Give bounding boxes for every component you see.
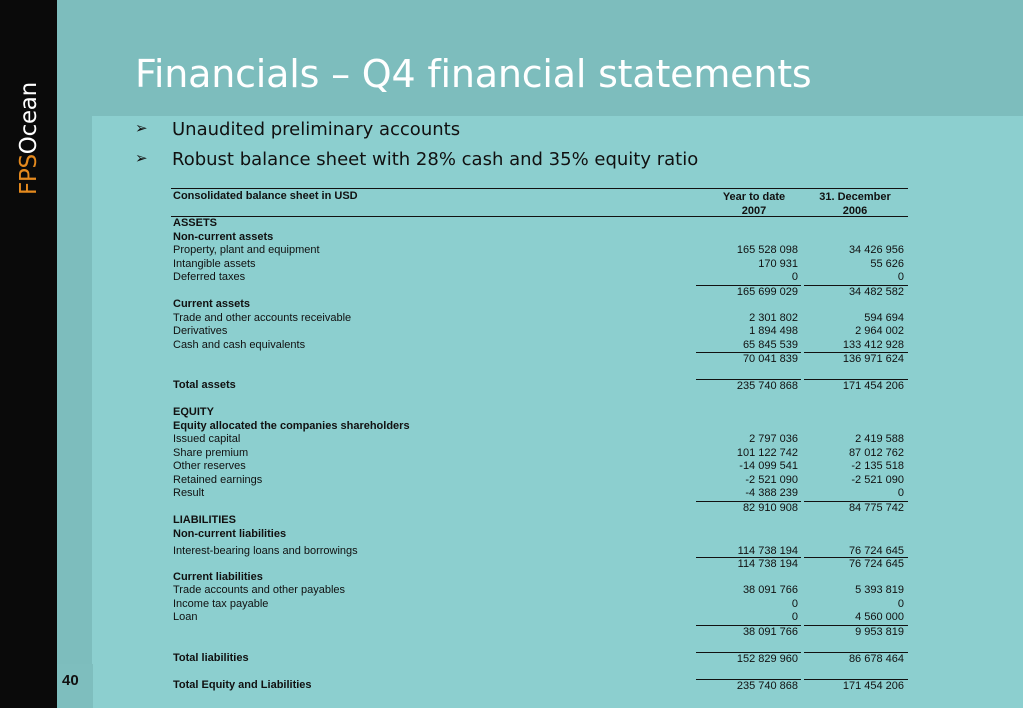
value-2006: 86 678 464 xyxy=(804,652,908,667)
table-row xyxy=(171,217,908,231)
value-2007: 152 829 960 xyxy=(696,652,801,667)
value-2007: 114 738 194 xyxy=(696,557,801,572)
value-2006: 0 xyxy=(897,487,904,499)
bullet-text: Robust balance sheet with 28% cash and 35% equity ratio xyxy=(172,149,699,170)
value-2007: 82 910 908 xyxy=(696,501,801,516)
row-label: Share premium xyxy=(173,446,249,459)
table-row xyxy=(171,325,908,339)
left-band xyxy=(57,0,92,664)
value-2007: 0 xyxy=(791,271,798,283)
row-label: EQUITY xyxy=(173,406,214,418)
table-row xyxy=(171,271,908,285)
value-2006: 4 560 000 xyxy=(855,611,904,623)
page-number: 40 xyxy=(62,672,79,689)
value-2007: 165 528 098 xyxy=(736,244,798,256)
table-header-label: Consolidated balance sheet in USD xyxy=(173,190,358,202)
value-2006: -2 521 090 xyxy=(851,473,904,486)
value-2007: 165 699 029 xyxy=(696,285,801,300)
value-2006: 9 953 819 xyxy=(804,625,908,640)
balance-sheet-table xyxy=(171,188,908,692)
table-row xyxy=(171,406,908,420)
value-2006: 87 012 762 xyxy=(848,446,904,459)
value-2006: 2 964 002 xyxy=(855,325,904,337)
spacer-row xyxy=(171,393,908,407)
value-2006: 0 xyxy=(897,597,904,610)
row-label: Non-current assets xyxy=(173,230,274,243)
logo-ocean: Ocean xyxy=(16,82,42,155)
table-row xyxy=(171,487,908,501)
row-label: Trade and other accounts receivable xyxy=(173,311,352,324)
value-2006: 133 412 928 xyxy=(842,338,904,351)
row-label: Total liabilities xyxy=(173,651,249,664)
value-2007: 65 845 539 xyxy=(742,338,798,351)
table-row xyxy=(171,312,908,326)
value-2006: -2 135 518 xyxy=(851,460,904,472)
arrow-bullet-icon: ➢ xyxy=(135,149,148,167)
value-2007: 0 xyxy=(791,597,798,610)
row-label: Equity allocated the companies shareholders xyxy=(173,419,410,432)
table-row xyxy=(171,231,908,245)
table-row xyxy=(171,598,908,612)
value-2006: 2 419 588 xyxy=(855,433,904,445)
subtotal-row xyxy=(171,352,908,366)
subtotal-row xyxy=(171,379,908,393)
row-label: Total assets xyxy=(173,379,236,391)
value-2006: 34 482 582 xyxy=(804,285,908,300)
value-2006: 594 694 xyxy=(864,311,904,324)
value-2006: 171 454 206 xyxy=(804,679,908,694)
value-2007: 2 797 036 xyxy=(749,433,798,445)
value-2007: 101 122 742 xyxy=(736,446,798,459)
table-row xyxy=(171,528,908,542)
value-2006: 76 724 645 xyxy=(804,557,908,572)
row-label: Cash and cash equivalents xyxy=(173,338,306,351)
row-label: Other reserves xyxy=(173,460,246,472)
value-2006: 76 724 645 xyxy=(848,545,904,557)
value-2007: 70 041 839 xyxy=(696,352,801,367)
table-row xyxy=(171,447,908,461)
row-label: Total Equity and Liabilities xyxy=(173,678,312,691)
value-2007: -4 388 239 xyxy=(745,487,798,499)
spacer-row xyxy=(171,366,908,380)
table-body xyxy=(171,217,908,692)
table-row xyxy=(171,460,908,474)
row-label: Deferred taxes xyxy=(173,271,246,283)
table-row xyxy=(171,339,908,353)
value-2007: 235 740 868 xyxy=(696,679,801,694)
row-label: Trade accounts and other payables xyxy=(173,584,346,596)
table-row xyxy=(171,420,908,434)
row-label: Intangible assets xyxy=(173,257,256,270)
subtotal-row xyxy=(171,285,908,299)
table-row xyxy=(171,571,908,585)
value-2006: 171 454 206 xyxy=(804,379,908,394)
value-2006: 5 393 819 xyxy=(855,584,904,596)
value-2007: 2 301 802 xyxy=(749,311,798,324)
table-row xyxy=(171,244,908,258)
row-label: Issued capital xyxy=(173,433,241,445)
subtotal-row xyxy=(171,557,908,571)
row-label: LIABILITIES xyxy=(173,514,236,526)
row-label: Derivatives xyxy=(173,325,228,337)
table-row xyxy=(171,474,908,488)
value-2006: 55 626 xyxy=(870,257,904,270)
row-label: Property, plant and equipment xyxy=(173,244,320,256)
row-label: Loan xyxy=(173,611,198,623)
col-header-ytd: Year to date 2007 xyxy=(722,191,786,217)
row-label: Result xyxy=(173,487,205,499)
row-label: Current assets xyxy=(173,298,251,310)
arrow-bullet-icon: ➢ xyxy=(135,119,148,137)
value-2007: -14 099 541 xyxy=(739,460,798,472)
row-label: Interest-bearing loans and borrowings xyxy=(173,545,358,557)
table-row xyxy=(171,541,908,557)
table-header xyxy=(171,188,908,217)
row-label: Income tax payable xyxy=(173,597,269,610)
table-row xyxy=(171,433,908,447)
table-row xyxy=(171,258,908,272)
row-label: Retained earnings xyxy=(173,473,263,486)
value-2007: 170 931 xyxy=(758,257,798,270)
spacer-row xyxy=(171,665,908,679)
col-header-december: 31. December 2006 xyxy=(819,191,891,217)
row-label: Non-current liabilities xyxy=(173,527,287,540)
value-2007: 1 894 498 xyxy=(749,325,798,337)
table-row xyxy=(171,584,908,598)
row-label: Current liabilities xyxy=(173,570,263,583)
table-row xyxy=(171,611,908,625)
row-label: ASSETS xyxy=(173,217,218,229)
slide-title: Financials – Q4 financial statements xyxy=(135,52,812,96)
value-2007: 114 738 194 xyxy=(737,545,798,557)
value-2006: 84 775 742 xyxy=(804,501,908,516)
table-row xyxy=(171,514,908,528)
sidebar xyxy=(0,0,57,708)
value-2007: 38 091 766 xyxy=(742,584,798,596)
value-2007: -2 521 090 xyxy=(745,473,798,486)
fpsocean-logo xyxy=(16,65,42,195)
value-2006: 0 xyxy=(897,271,904,283)
subtotal-row xyxy=(171,679,908,693)
value-2007: 38 091 766 xyxy=(696,625,801,640)
value-2006: 136 971 624 xyxy=(804,352,908,367)
bullet-text: Unaudited preliminary accounts xyxy=(172,119,461,140)
value-2007: 235 740 868 xyxy=(696,379,801,394)
logo-fps: FPS xyxy=(16,154,42,195)
spacer-row xyxy=(171,638,908,652)
table-row xyxy=(171,298,908,312)
value-2007: 0 xyxy=(791,611,798,623)
subtotal-row xyxy=(171,625,908,639)
subtotal-row xyxy=(171,652,908,666)
value-2006: 34 426 956 xyxy=(848,244,904,256)
subtotal-row xyxy=(171,501,908,515)
page-number-box xyxy=(57,664,93,708)
